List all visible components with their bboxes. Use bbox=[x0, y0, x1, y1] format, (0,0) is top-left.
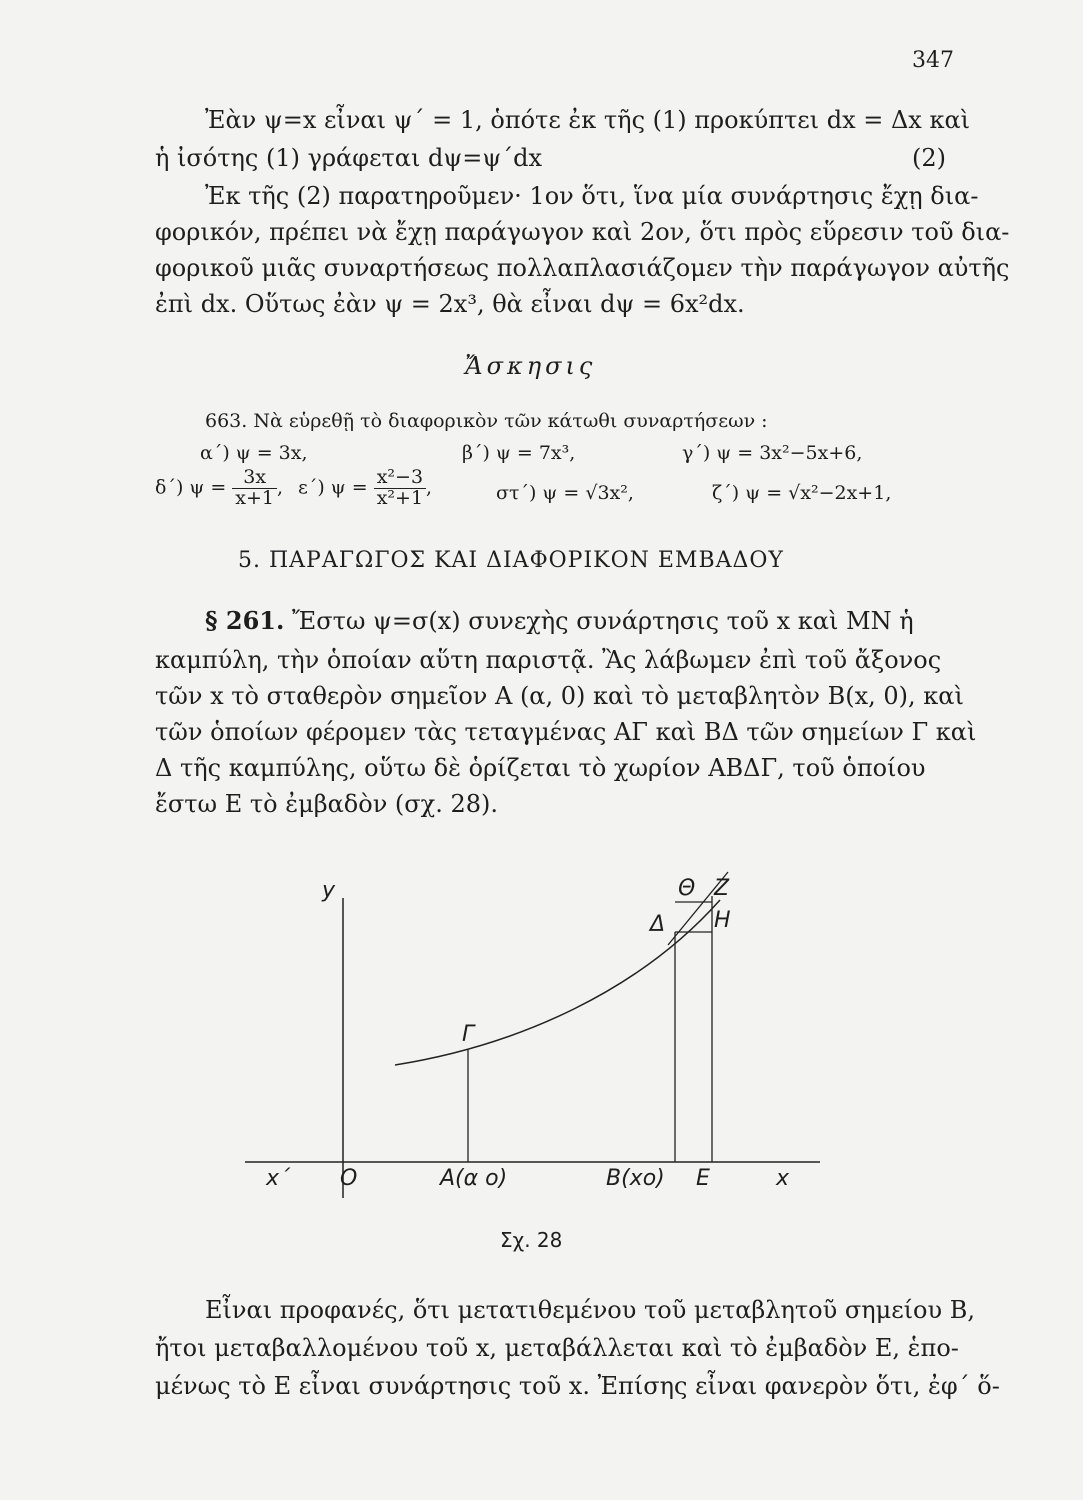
curve bbox=[395, 900, 720, 1065]
text-line: Εἶναι προφανές, ὅτι μετατιθεμένου τοῦ μεταβλητοῦ σημείου Β, bbox=[205, 1296, 975, 1324]
figure-label-b: B(xo) bbox=[606, 1166, 665, 1191]
text-line: ἔστω Ε τὸ ἐμβαδὸν (σχ. 28). bbox=[155, 790, 498, 818]
section-title: 5. ΠΑΡΑΓΩΓΟΣ ΚΑΙ ΔΙΑΦΟΡΙΚΟΝ ΕΜΒΑΔΟΥ bbox=[238, 548, 784, 573]
text-line: Ἐὰν ψ=x εἶναι ψ΄ = 1, ὁπότε ἐκ τῆς (1) προκύπτει dx = Δx καὶ bbox=[205, 106, 971, 134]
fraction-numerator: 3x bbox=[232, 468, 277, 489]
figure-label-h: H bbox=[714, 908, 731, 933]
exercise-item-c: γ΄) ψ = 3x²−5x+6, bbox=[682, 442, 863, 464]
figure-label-delta: Δ bbox=[650, 912, 666, 937]
text-line: ἤτοι μεταβαλλομένου τοῦ x, μεταβάλλεται καὶ τὸ ἐμβαδὸν Ε, ἑπο- bbox=[155, 1334, 959, 1362]
figure-label-xprime: x΄ bbox=[266, 1166, 291, 1191]
section-number: § 261. bbox=[205, 606, 285, 635]
text-line: Δ τῆς καμπύλης, οὕτω δὲ ὁρίζεται τὸ χωρίον ΑΒΔΓ, τοῦ ὁποίου bbox=[155, 754, 926, 782]
figure-label-o: O bbox=[340, 1166, 358, 1191]
exercise-item-z: ζ΄) ψ = √x²−2x+1, bbox=[712, 482, 892, 504]
text-line: καμπύλη, τὴν ὁποίαν αὕτη παριστᾷ. Ἂς λάβωμεν ἐπὶ τοῦ ἄξονος bbox=[155, 646, 942, 674]
fraction-denominator: x²+1 bbox=[376, 486, 424, 509]
exercise-problem: 663. Νὰ εὑρεθῇ τὸ διαφορικὸν τῶν κάτωθι συναρτήσεων : bbox=[205, 410, 768, 432]
figure-label-y: y bbox=[322, 878, 336, 903]
fraction-denominator: x+1 bbox=[235, 486, 275, 509]
figure-label-e: E bbox=[696, 1166, 710, 1191]
figure-caption: Σχ. 28 bbox=[500, 1228, 563, 1252]
text-span: Ἔστω ψ=σ(x) συνεχὴς συνάρτησις τοῦ x καὶ ΜΝ ἡ bbox=[292, 607, 914, 635]
exercise-item-st: στ΄) ψ = √3x², bbox=[496, 482, 634, 504]
figure-label-theta: Θ bbox=[678, 876, 696, 901]
text-line: ἡ ἰσότης (1) γράφεται dψ=ψ΄dx bbox=[155, 144, 543, 172]
figure-label-x: x bbox=[776, 1166, 790, 1191]
exercise-item-e-tail: , bbox=[426, 476, 433, 499]
text-line: Ἐκ τῆς (2) παρατηροῦμεν· 1ον ὅτι, ἵνα μία συνάρτησις ἔχῃ δια- bbox=[205, 182, 979, 210]
text-line: τῶν ὁποίων φέρομεν τὰς τεταγμένας ΑΓ καὶ ΒΔ τῶν σημείων Γ καὶ bbox=[155, 718, 977, 746]
fraction-numerator: x²−3 bbox=[374, 468, 426, 489]
exercise-heading: Ἄσκησις bbox=[465, 352, 597, 380]
text-line: φορικοῦ μιᾶς συναρτήσεως πολλαπλασιάζομεν τὴν παράγωγον αὐτῆς bbox=[155, 254, 1010, 282]
exercise-item-d-label: δ΄) ψ = bbox=[155, 476, 227, 499]
figure-label-z: Z bbox=[714, 876, 730, 901]
exercise-item-d-tail: , bbox=[277, 476, 284, 499]
exercise-item-a: α΄) ψ = 3x, bbox=[200, 442, 308, 464]
figure-label-gamma: Γ bbox=[462, 1022, 475, 1047]
equation-number: (2) bbox=[912, 144, 946, 172]
text-line: ἐπὶ dx. Οὕτως ἐὰν ψ = 2x³, θὰ εἶναι dψ = 6x²dx. bbox=[155, 290, 745, 318]
text-line: φορικόν, πρέπει νὰ ἔχῃ παράγωγον καὶ 2ον, ὅτι πρὸς εὕρεσιν τοῦ δια- bbox=[155, 218, 1010, 246]
exercise-item-b: β΄) ψ = 7x³, bbox=[462, 442, 576, 464]
page-number: 347 bbox=[912, 48, 954, 73]
figure-label-a: A(α o) bbox=[440, 1166, 508, 1191]
text-line: τῶν x τὸ σταθερὸν σημεῖον Α (α, 0) καὶ τὸ μεταβλητὸν Β(x, 0), καὶ bbox=[155, 682, 964, 710]
text-line: μένως τὸ Ε εἶναι συνάρτησις τοῦ x. Ἐπίσης εἶναι φανερὸν ὅτι, ἐφ΄ ὅ- bbox=[155, 1372, 1000, 1400]
exercise-item-e-label: ε΄) ψ = bbox=[298, 476, 368, 499]
